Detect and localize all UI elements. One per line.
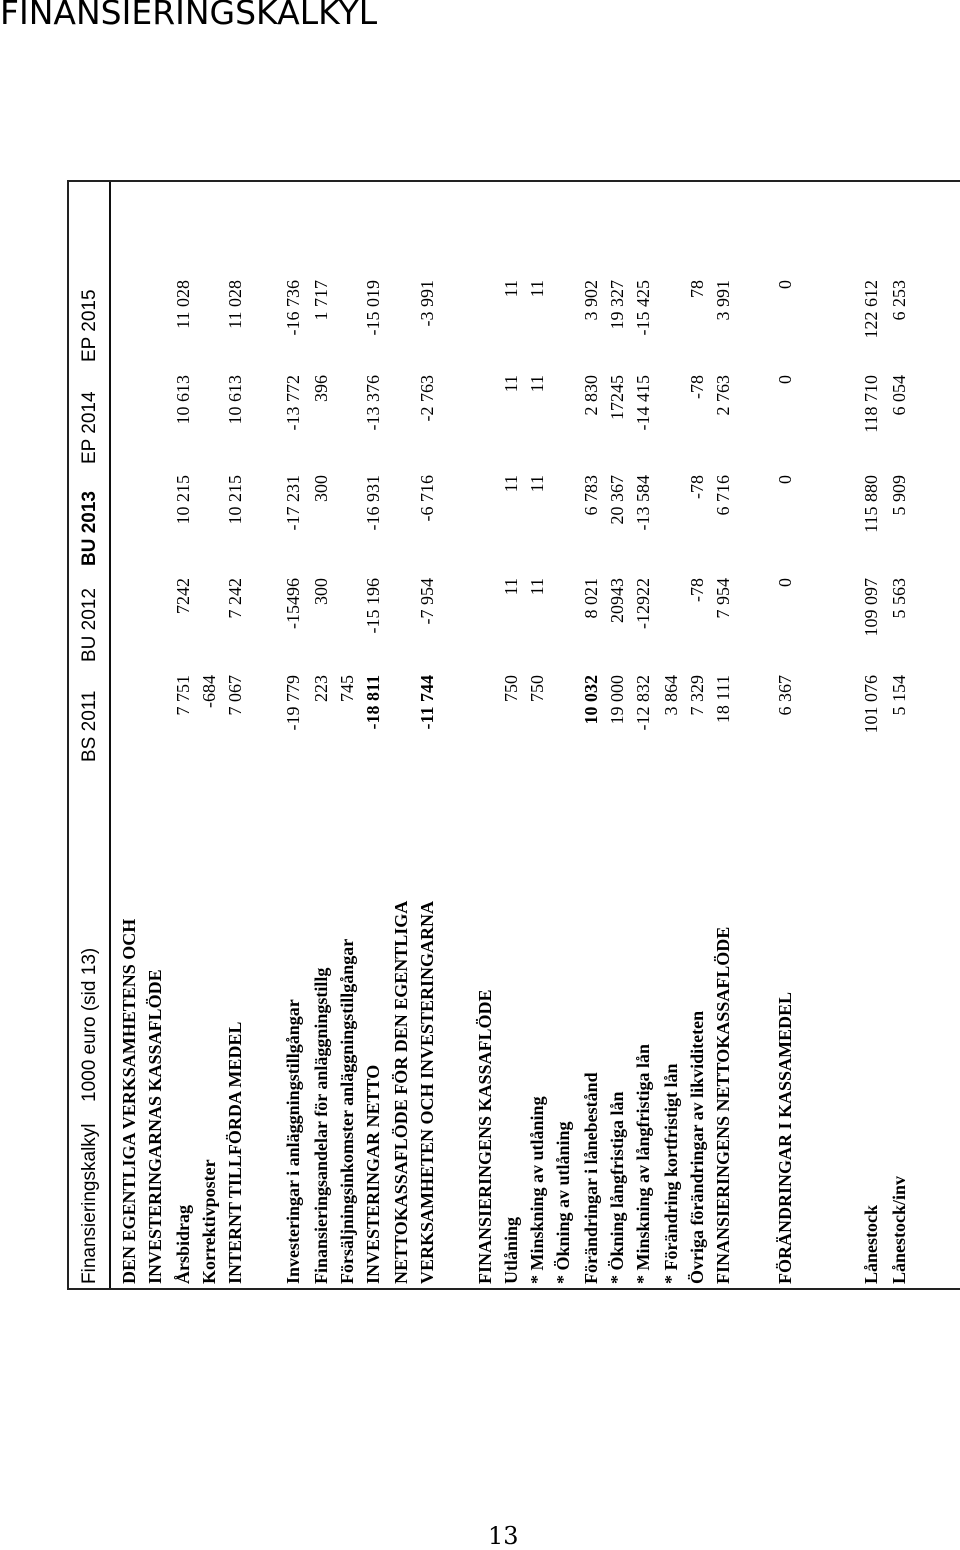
- row-label: Lånestock/inv: [889, 1175, 909, 1284]
- cell-value: -15 019: [363, 280, 383, 336]
- cell-value: 10 215: [173, 475, 193, 525]
- cell-value: 0: [775, 375, 795, 384]
- cell-value: 0: [775, 280, 795, 289]
- cell-value: 5 563: [889, 578, 909, 619]
- table-row: [117, 182, 145, 1290]
- row-label: FINANSIERINGENS NETTOKASSAFLÖDE: [713, 926, 733, 1284]
- cell-value: 750: [501, 675, 521, 702]
- cell-value: 11: [501, 375, 521, 393]
- cell-value: 6 783: [581, 475, 601, 516]
- cell-value: 750: [527, 675, 547, 702]
- row-label: Utlåning: [501, 1216, 521, 1284]
- cell-value: 3 864: [661, 675, 681, 716]
- table-row: [309, 182, 337, 1290]
- cell-value: 11: [501, 578, 521, 596]
- cell-value: 11: [527, 280, 547, 298]
- cell-value: 17245: [607, 375, 627, 420]
- cell-value: -78: [687, 475, 707, 499]
- row-label: INTERNT TILLFÖRDA MEDEL: [225, 1021, 245, 1284]
- cell-value: -78: [687, 578, 707, 602]
- table-row: [197, 182, 225, 1290]
- cell-value: -14 415: [633, 375, 653, 431]
- table-row: [473, 182, 501, 1290]
- cell-value: 7 751: [173, 675, 193, 716]
- cell-value: 2 763: [713, 375, 733, 416]
- cell-value: 300: [311, 475, 331, 502]
- row-label: * Ökning långfristiga lån: [607, 1091, 627, 1284]
- cell-value: 223: [311, 675, 331, 702]
- row-label: INVESTERINGARNAS KASSAFLÖDE: [145, 969, 165, 1284]
- cell-value: 115 880: [861, 475, 881, 533]
- cell-value: 6 054: [889, 375, 909, 416]
- table-row: [803, 182, 831, 1290]
- cell-value: -7 954: [417, 578, 437, 625]
- table-row: [551, 182, 579, 1290]
- cell-value: 118 710: [861, 375, 881, 433]
- cell-value: 6 716: [713, 475, 733, 516]
- cell-value: 3 991: [713, 280, 733, 321]
- table-row: [685, 182, 713, 1290]
- cell-value: -3 991: [417, 280, 437, 327]
- cell-value: 745: [337, 675, 357, 702]
- cell-value: 11: [501, 280, 521, 298]
- row-label: * Förändring kortfristigt lån: [661, 1063, 681, 1284]
- table-row: [525, 182, 553, 1290]
- cell-value: -78: [687, 375, 707, 399]
- table-row: [605, 182, 633, 1290]
- cell-value: -15 196: [363, 578, 383, 634]
- cell-value: -2 763: [417, 375, 437, 422]
- table-row: [335, 182, 363, 1290]
- cell-value: 2 830: [581, 375, 601, 416]
- cell-value: -18 811: [363, 675, 383, 730]
- table-row: [711, 182, 739, 1290]
- cell-value: -13 584: [633, 475, 653, 531]
- cell-value: 10 032: [581, 675, 601, 725]
- row-label: Korrektivposter: [199, 1159, 219, 1284]
- cell-value: 11: [527, 578, 547, 596]
- cell-value: 1 717: [311, 280, 331, 321]
- cell-value: 300: [311, 578, 331, 605]
- row-label: Förändringar i lånebestånd: [581, 1072, 601, 1284]
- cell-value: -19 779: [283, 675, 303, 731]
- cell-value: 3 902: [581, 280, 601, 321]
- cell-value: -13 376: [363, 375, 383, 431]
- row-label: Investeringar i anläggningstillgångar: [283, 999, 303, 1284]
- cell-value: 10 613: [225, 375, 245, 425]
- table-row: [887, 182, 915, 1290]
- row-label: * Minskning av utlåning: [527, 1096, 547, 1284]
- cell-value: 10 215: [225, 475, 245, 525]
- cell-value: 122 612: [861, 280, 881, 339]
- table-row: [743, 182, 771, 1290]
- table-row: [859, 182, 887, 1290]
- table-row: [631, 182, 659, 1290]
- column-header-bu-2013: BU 2013: [79, 491, 100, 566]
- cell-value: 7 329: [687, 675, 707, 716]
- cell-value: 7242: [173, 578, 193, 614]
- column-header-bu-2012: BU 2012: [79, 588, 100, 662]
- cell-value: 6 253: [889, 280, 909, 321]
- cell-value: 11 028: [173, 280, 193, 329]
- cell-value: 5 154: [889, 675, 909, 716]
- cell-value: 396: [311, 375, 331, 402]
- row-label: VERKSAMHETEN OCH INVESTERINGARNA: [417, 900, 437, 1284]
- table-row: [223, 182, 251, 1290]
- cell-value: 18 111: [713, 675, 733, 724]
- table-row: [499, 182, 527, 1290]
- cell-value: 0: [775, 578, 795, 587]
- column-header-ep-2014: EP 2014: [79, 391, 100, 464]
- cell-value: 7 067: [225, 675, 245, 716]
- cell-value: 20 367: [607, 475, 627, 525]
- cell-value: 19 327: [607, 280, 627, 330]
- table-row: [445, 182, 473, 1290]
- cell-value: -684: [199, 675, 219, 708]
- unit-note: 1000 euro (sid 13): [79, 947, 100, 1102]
- cell-value: -15496: [283, 578, 303, 629]
- cell-value: -11 744: [417, 675, 437, 730]
- page-number: 13: [488, 1522, 519, 1550]
- cell-value: 11: [527, 375, 547, 393]
- rotated-table: [69, 182, 960, 1290]
- cell-value: 7 242: [225, 578, 245, 619]
- cell-value: 10 613: [173, 375, 193, 425]
- row-label: DEN EGENTLIGA VERKSAMHETENS OCH: [119, 918, 139, 1284]
- row-label: FINANSIERINGENS KASSAFLÖDE: [475, 989, 495, 1284]
- cell-value: -15 425: [633, 280, 653, 336]
- scanned-table-frame: [67, 180, 960, 1290]
- row-label: * Ökning av utlåning: [553, 1121, 573, 1284]
- table-row: [171, 182, 199, 1290]
- cell-value: 8 021: [581, 578, 601, 619]
- cell-value: 11: [501, 475, 521, 493]
- cell-value: 19 000: [607, 675, 627, 725]
- table-row: [281, 182, 309, 1290]
- cell-value: -16 931: [363, 475, 383, 531]
- row-label: FÖRÄNDRINGAR I KASSAMEDEL: [775, 991, 795, 1284]
- cell-value: -12922: [633, 578, 653, 629]
- row-label: Lånestock: [861, 1204, 881, 1284]
- row-label: Årsbidrag: [173, 1204, 193, 1284]
- row-label: NETTOKASSAFLÖDE FÖR DEN EGENTLIGA: [391, 900, 411, 1284]
- cell-value: -12 832: [633, 675, 653, 731]
- row-label: Finansieringsandelar för anläggningstillg: [311, 967, 331, 1284]
- cell-value: 0: [775, 475, 795, 484]
- table-row: [833, 182, 861, 1290]
- cell-value: 6 367: [775, 675, 795, 716]
- table-row: [361, 182, 389, 1290]
- table-row: [773, 182, 801, 1290]
- cell-value: 109 097: [861, 578, 881, 637]
- cell-value: 11: [527, 475, 547, 493]
- row-label: Försäljningsinkomster anläggningstillgångar: [337, 938, 357, 1284]
- table-row: [579, 182, 607, 1290]
- cell-value: -16 736: [283, 280, 303, 336]
- page-title: FINANSIERINGSKALKYL: [0, 0, 378, 32]
- cell-value: 5 909: [889, 475, 909, 516]
- cell-value: -13 772: [283, 375, 303, 431]
- cell-value: 101 076: [861, 675, 881, 734]
- row-label: Övriga förändringar av likviditeten: [687, 1010, 707, 1284]
- table-title: Finansieringskalkyl: [79, 1123, 100, 1284]
- table-row: [143, 182, 171, 1290]
- cell-value: -6 716: [417, 475, 437, 522]
- table-row: [251, 182, 279, 1290]
- cell-value: -17 231: [283, 475, 303, 531]
- row-label: INVESTERINGAR NETTO: [363, 1064, 383, 1284]
- cell-value: 7 954: [713, 578, 733, 619]
- cell-value: 20943: [607, 578, 627, 623]
- row-label: * Minskning av långfristiga lån: [633, 1043, 653, 1284]
- table-row: [389, 182, 417, 1290]
- cell-value: 11 028: [225, 280, 245, 329]
- table-row: [659, 182, 687, 1290]
- column-header-bs-2011: BS 2011: [79, 690, 100, 762]
- table-row: [415, 182, 443, 1290]
- cell-value: 78: [687, 280, 707, 298]
- table-header: [69, 182, 111, 1290]
- column-header-ep-2015: EP 2015: [79, 289, 100, 362]
